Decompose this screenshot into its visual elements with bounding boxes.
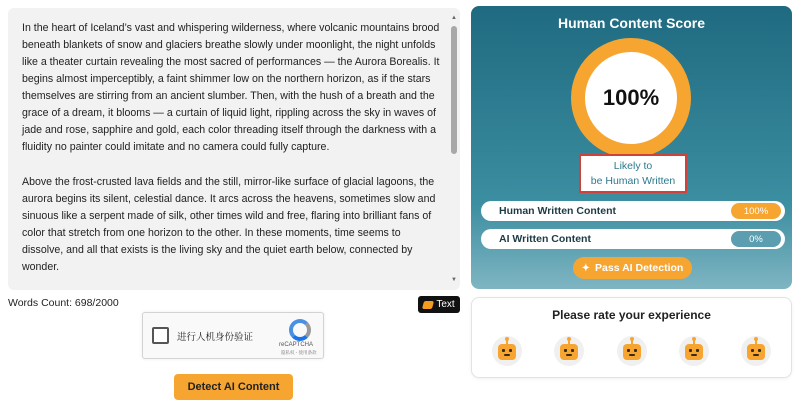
robot-happy-icon[interactable] (679, 336, 709, 366)
scroll-thumb[interactable] (451, 26, 457, 154)
pass-ai-detection-button[interactable] (573, 257, 692, 279)
recaptcha-widget (142, 312, 324, 359)
words-count: Words Count: 698/2000 (8, 297, 119, 309)
verdict-line-1: Likely to (613, 160, 653, 172)
score-value: 100% (602, 85, 660, 110)
recaptcha-logo-icon (289, 319, 311, 341)
score-ring (571, 38, 691, 158)
editor-paragraph-1: In the heart of Iceland’s vast and whispering wilderness, where volcanic mountains brood beneath blankets of snow and glaciers breathe slowly under moonlight, the night unfolds like a theater curtain revealing the most sacred of performances — the Aurora Borealis. It begins almost imperceptibly, a faint shimmer low on the northern horizon, as if the stars themselves are stirring from an ancient slumber. Then, with the hush of a breath and the grace of a dream, it blooms — a curtain of liquid light, rippling across the sky in waves of jade and rose, sapphire and gold, each color threading itself through the darkness with a fluidity no painter could imitate and no camera could fully capture. (22, 22, 440, 153)
captcha-checkbox[interactable] (152, 327, 169, 344)
verdict-box (579, 154, 687, 193)
captcha-label: 进行人机身份验证 (177, 332, 254, 343)
text-button-label: Text (436, 299, 455, 310)
human-content-label: Human Written Content (499, 205, 617, 217)
robot-very-happy-icon[interactable] (741, 336, 771, 366)
ai-content-bar (481, 229, 785, 249)
editor-text[interactable] (22, 20, 440, 290)
detect-ai-content-button[interactable]: Detect AI Content (174, 374, 293, 400)
robot-unhappy-icon[interactable] (554, 336, 584, 366)
verdict-line-2: be Human Written (590, 175, 676, 187)
ai-content-label: AI Written Content (499, 233, 591, 245)
robot-sad-icon[interactable] (492, 336, 522, 366)
captcha-links[interactable]: 隐私权 - 使用条款 (281, 350, 317, 355)
rating-options (492, 336, 771, 366)
robot-neutral-icon[interactable] (617, 336, 647, 366)
scroll-down-icon[interactable]: ▼ (451, 277, 457, 283)
rating-title: Please rate your experience (552, 308, 711, 322)
captcha-brand: reCAPTCHA (279, 342, 314, 348)
score-title: Human Content Score (557, 15, 705, 31)
human-content-value: 100% (731, 203, 781, 219)
eraser-icon (422, 301, 434, 309)
score-panel (471, 6, 792, 289)
sparkle-icon: ✦ (581, 262, 591, 274)
editor-paragraph-2: Above the frost-crusted lava fields and the still, mirror-like surface of glacial lagoons, the aurora begins its silent, celestial dance. It arcs across the heavens, sometimes slow and sinuous like a serpent made of silk, other times wild and free, flaring into brilliant fans of color that stretch from one horizon to the other. In these moments, time seems to dissolve, and all that exists is the living sky and the quiet earth below, connected by wonder. (22, 176, 436, 273)
score-ring-inner (585, 52, 677, 144)
human-content-bar (481, 201, 785, 221)
text-editor[interactable] (8, 8, 460, 290)
ai-content-value: 0% (731, 231, 781, 247)
pass-ai-detection-label: Pass AI Detection (595, 262, 684, 274)
scroll-up-icon[interactable]: ▲ (451, 15, 457, 21)
rating-panel (471, 297, 792, 378)
text-button[interactable] (418, 296, 460, 313)
editor-scrollbar[interactable] (450, 14, 458, 284)
